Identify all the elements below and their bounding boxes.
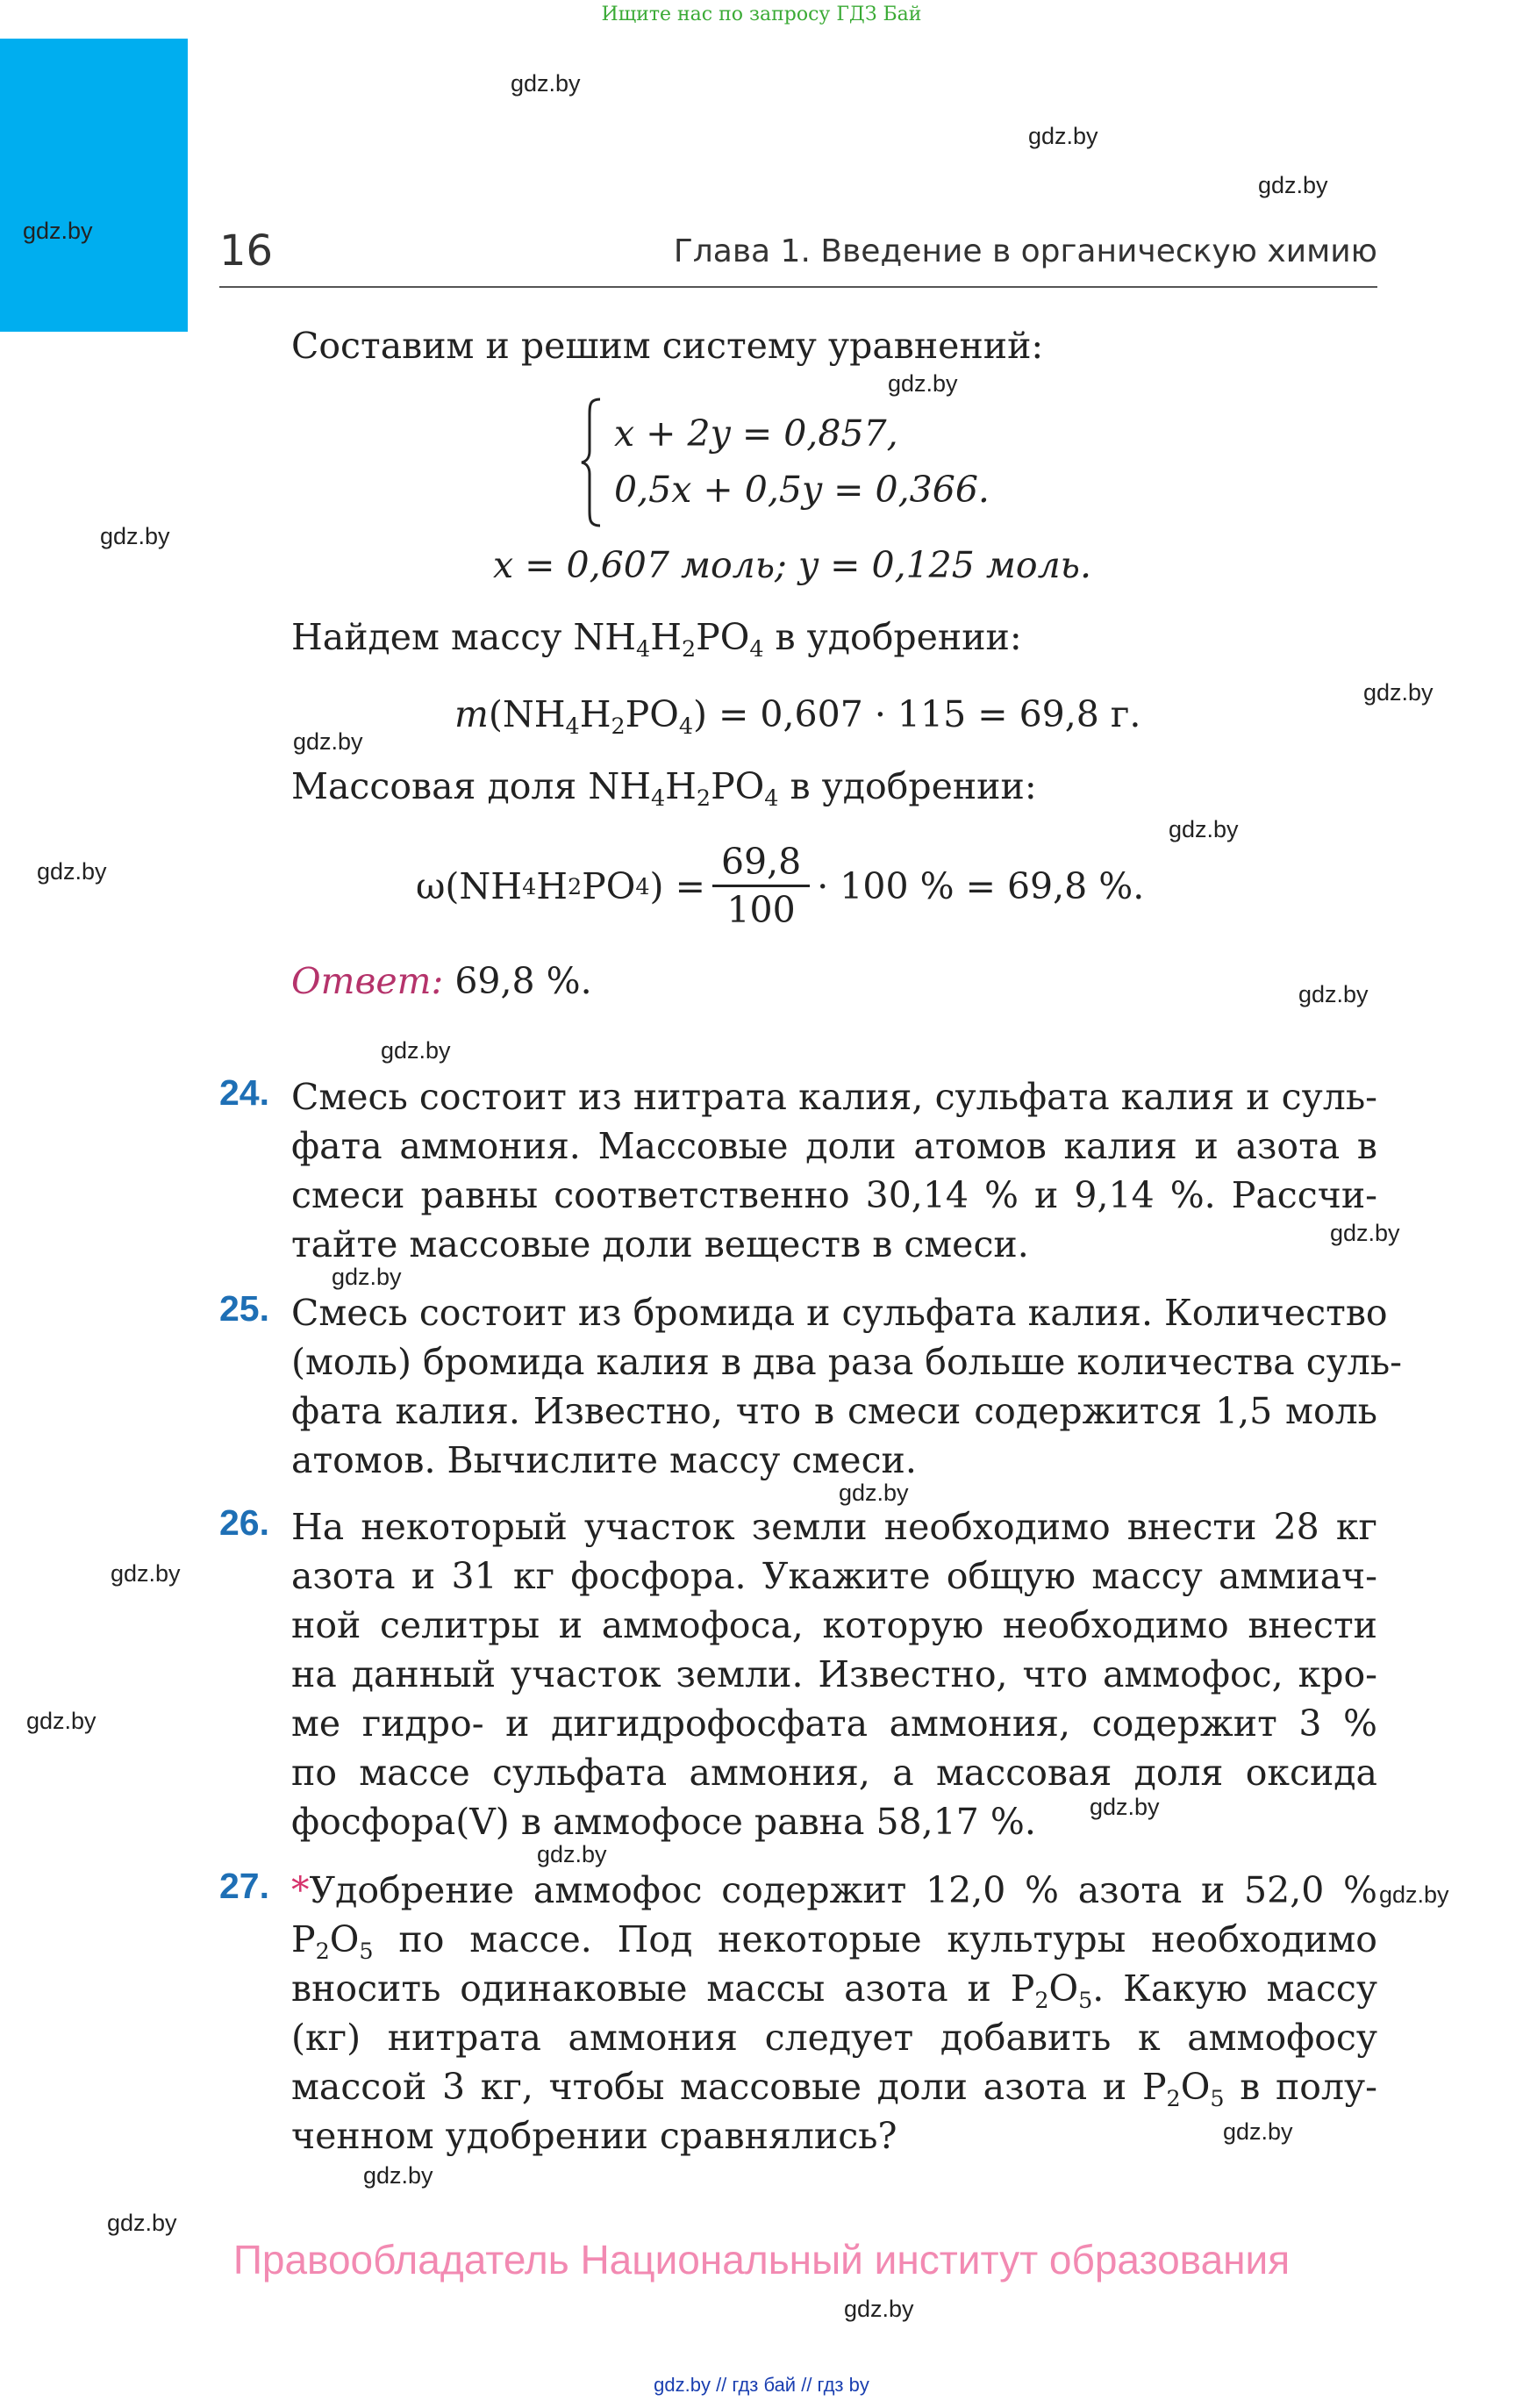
watermark: gdz.by [1379, 1881, 1449, 1908]
star-mark: * [291, 1869, 310, 1911]
watermark: gdz.by [37, 858, 107, 885]
watermark: gdz.by [1028, 123, 1098, 149]
top-banner[interactable]: Ищите нас по запросу ГДЗ Бай [601, 4, 922, 25]
watermark: gdz.by [1090, 1794, 1160, 1820]
watermark: gdz.by [537, 1841, 607, 1867]
problem-text: На некоторый участок земли необходимо внести 28 кг азота и 31 кг фосфора. Укажите общую массу аммиач- ной селитры и аммофоса, которую необходимо внести на данный участок земли. Известно, что аммофос, кро- ме гидро- и дигидрофосфата аммония, содержит 3 % по массе сульфата аммония, а массовая доля оксида фосфора(V) в аммофосе равна 58,17 %. [291, 1506, 1377, 1843]
solution-intro: Составим и решим систему уравнений: [291, 325, 1044, 367]
problem-number: 26. [219, 1502, 269, 1543]
problem-number: 24. [219, 1072, 269, 1113]
watermark: gdz.by [1169, 816, 1239, 842]
omega-equation: ω(NH 4 H 2 PO 4 ) = $\frac{69,8}{100}$ · 100 % = 69,8 %. [416, 841, 1145, 931]
page-corner-tab [0, 39, 188, 332]
watermark: gdz.by [107, 2210, 177, 2236]
watermark: gdz.by [100, 523, 170, 549]
find-mass-text: Найдем массу $NH_4H_2PO_4$ в удобрении: [291, 616, 1022, 663]
watermark: gdz.by [1258, 172, 1328, 198]
fraction: $\frac{69,8}{100}$ [712, 839, 810, 933]
system-brace [579, 397, 604, 528]
watermark: gdz.by [888, 370, 958, 397]
watermark: gdz.by [26, 1708, 97, 1734]
page-number: 16 [219, 226, 274, 276]
header-rule [219, 286, 1377, 288]
watermark: gdz.by [293, 728, 363, 755]
watermark: gdz.by [839, 1480, 909, 1506]
equation-2: 0,5x + 0,5y = 0,366. [614, 469, 990, 511]
problem-text: Смесь состоит из бромида и сульфата калия. Количество (моль) бромида калия в два раза больше количества суль- фата калия. Известно, что в смеси содержится 1,5 моль атомов. Вычислите массу смеси. [291, 1292, 1403, 1481]
roots: x = 0,607 моль; y = 0,125 моль. [493, 544, 1092, 586]
watermark: gdz.by [1223, 2118, 1293, 2145]
copyright-holder: Правообладатель Национальный институт образования [232, 2237, 1291, 2283]
watermark: gdz.by [1330, 1220, 1400, 1246]
mass-equation: $m(NH_4H_2PO_4) = 0,607 \cdot 115 = 69,8$ г. [454, 693, 1141, 740]
watermark: gdz.by [332, 1264, 402, 1290]
watermark: gdz.by [23, 218, 93, 244]
watermark: gdz.by [381, 1037, 451, 1064]
answer: Ответ: 69,8 %. [291, 960, 592, 1002]
mass-fraction-text: Массовая доля $NH_4H_2PO_4$ в удобрении: [291, 765, 1037, 812]
watermark: gdz.by [1298, 981, 1369, 1007]
watermark: gdz.by [363, 2162, 433, 2189]
watermark: gdz.by [844, 2296, 914, 2322]
problem-number: 27. [219, 1866, 269, 1906]
equation-1: x + 2y = 0,857, [614, 412, 898, 455]
watermark: gdz.by [1363, 679, 1434, 706]
chapter-title: Глава 1. Введение в органическую химию [673, 233, 1377, 269]
watermark: gdz.by [511, 70, 581, 97]
problem-text: *Удобрение аммофос содержит 12,0 % азота и 52,0 % $P_2O_5$ по массе. Под некоторые культуры необходимо вносить одинаковые массы азота и $P_2O_5$. Какую массу (кг) нитрата аммония следует добавить к аммофосу массой 3 кг, чтобы массовые доли азота и $P_2O_5$ в полу- ченном удобрении сравнялись? [291, 1869, 1378, 2157]
problem-number: 25. [219, 1288, 269, 1329]
problem-text: Смесь состоит из нитрата калия, сульфата калия и суль- фата аммония. Массовые доли атомов калия и азота в смеси равны соответственно 30,14 % и 9,14 %. Рассчи- тайте массовые доли веществ в смеси. [291, 1076, 1377, 1265]
footer-links[interactable]: gdz.by // гдз бай // гдз by [654, 2374, 869, 2396]
watermark: gdz.by [111, 1560, 181, 1587]
